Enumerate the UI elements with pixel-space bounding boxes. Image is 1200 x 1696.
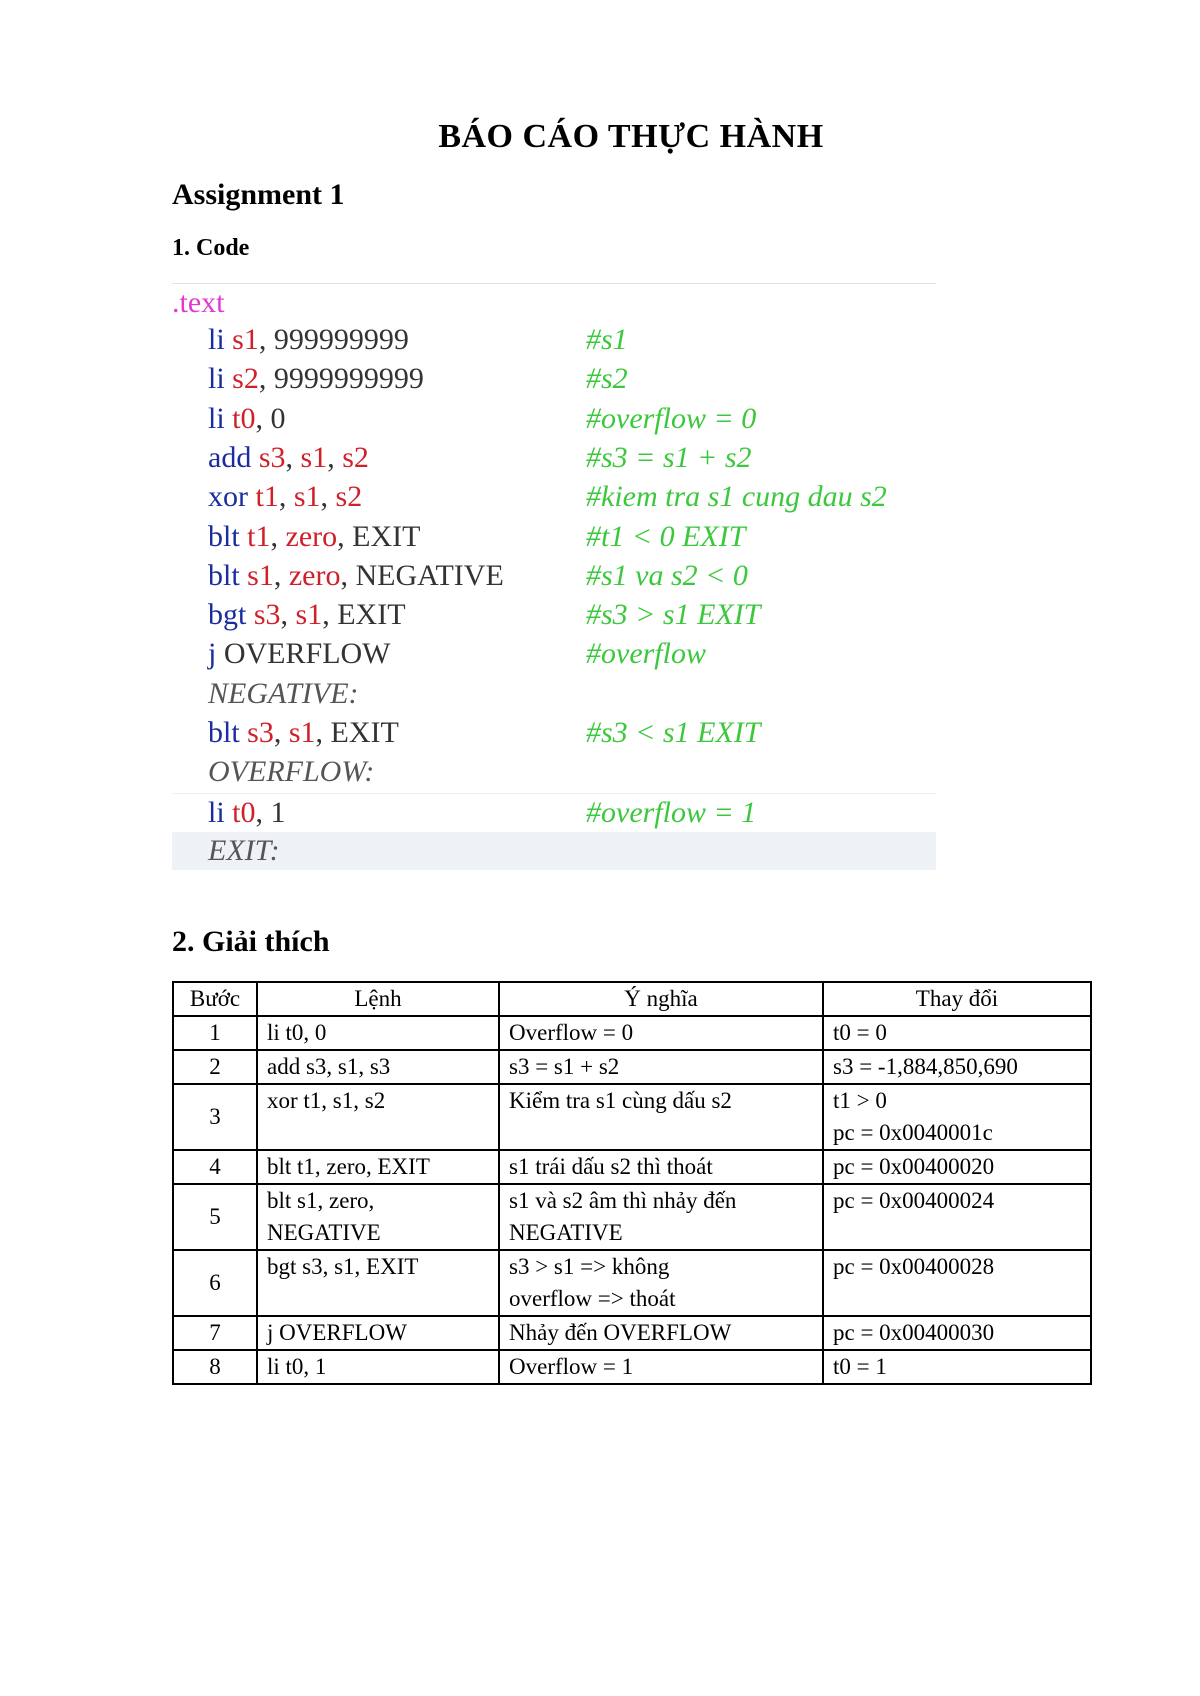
- meaning-cell: [499, 1184, 823, 1250]
- change-cell: [823, 1084, 1091, 1150]
- command-cell-line: li t0, 1: [267, 1354, 327, 1379]
- code-token: [251, 441, 259, 474]
- code-instruction: [208, 635, 391, 673]
- step-cell: 6: [173, 1250, 257, 1316]
- code-token: ,: [327, 440, 343, 474]
- code-token: [246, 598, 254, 631]
- command-cell-line: xor t1, s1, s2: [267, 1088, 386, 1113]
- code-token: li: [208, 362, 225, 396]
- code-token: ,: [270, 519, 286, 553]
- command-cell: [257, 1184, 499, 1250]
- code-comment: #overflow = 0: [586, 401, 757, 435]
- step-cell: 4: [173, 1150, 257, 1184]
- table-row: [173, 1084, 1091, 1150]
- meaning-cell-line: s3 > s1 => không: [509, 1254, 670, 1279]
- change-cell-line: pc = 0x00400024: [833, 1188, 995, 1213]
- code-token: EXIT: [352, 519, 421, 553]
- code-token: ,: [320, 480, 336, 514]
- code-token: s1: [300, 440, 328, 474]
- meaning-cell-line: Overflow = 1: [509, 1354, 634, 1379]
- code-token: ,: [273, 716, 289, 749]
- code-token: j: [208, 637, 217, 671]
- change-cell-line: pc = 0x00400020: [833, 1154, 995, 1179]
- code-line: [172, 439, 936, 477]
- code-token: , 0: [255, 401, 286, 435]
- code-token: , 9999999999: [258, 362, 424, 396]
- code-token: ,: [315, 716, 331, 749]
- code-token: li: [208, 795, 225, 829]
- table-row: [173, 1250, 1091, 1316]
- code-instruction: [208, 794, 286, 832]
- meaning-cell-line: s1 và s2 âm thì nhảy đến: [509, 1188, 737, 1213]
- code-token: s3: [253, 598, 281, 632]
- table-row: [173, 1150, 1091, 1184]
- code-token: li: [208, 323, 225, 356]
- meaning-cell-line: overflow => thoát: [509, 1286, 676, 1311]
- code-token: add: [208, 440, 252, 474]
- code-instruction: [208, 400, 286, 438]
- code-line: [172, 518, 936, 556]
- code-instruction: [208, 518, 420, 556]
- header-command: Lệnh: [257, 982, 499, 1016]
- command-cell-line: bgt s3, s1, EXIT: [267, 1254, 419, 1279]
- code-line: [172, 635, 936, 673]
- assignment-heading: Assignment 1: [172, 178, 345, 211]
- command-cell: [257, 1050, 499, 1084]
- meaning-cell: [499, 1084, 823, 1150]
- code-instruction: [208, 675, 359, 713]
- code-token: , 1: [255, 795, 286, 829]
- code-token: t1: [247, 519, 271, 553]
- code-token: ,: [285, 440, 301, 474]
- code-line: [172, 400, 936, 438]
- meaning-cell: [499, 1050, 823, 1084]
- code-token: , 999999999: [258, 323, 409, 356]
- code-comment: #overflow: [586, 637, 706, 671]
- code-instruction: [208, 714, 399, 752]
- code-token: xor: [208, 480, 248, 514]
- code-token: t0: [232, 795, 256, 829]
- code-token: OVERFLOW: [223, 637, 391, 671]
- explanation-section-heading: 2. Giải thích: [172, 925, 330, 958]
- meaning-cell: [499, 1350, 823, 1384]
- code-line: [172, 832, 936, 870]
- code-token: s2: [335, 480, 363, 514]
- header-meaning: Ý nghĩa: [499, 982, 823, 1016]
- change-cell-line: s3 = -1,884,850,690: [833, 1054, 1018, 1079]
- code-instruction: [208, 596, 406, 634]
- header-change: Thay đổi: [823, 982, 1091, 1016]
- command-cell-line: blt s1, zero,: [267, 1188, 375, 1213]
- change-cell: [823, 1050, 1091, 1084]
- code-token: blt: [208, 558, 240, 592]
- code-token: OVERFLOW:: [208, 755, 375, 789]
- table-body: [173, 1016, 1091, 1384]
- code-instruction: [208, 478, 362, 516]
- change-cell: [823, 1016, 1091, 1050]
- code-token: [248, 480, 256, 513]
- code-comment: #s2: [586, 362, 628, 396]
- code-token: EXIT: [330, 716, 399, 749]
- code-comment: #s1 va s2 < 0: [586, 558, 748, 592]
- code-directive-line: [172, 284, 936, 322]
- change-cell-line: t1 > 0: [833, 1088, 887, 1113]
- page-title: BÁO CÁO THỰC HÀNH: [438, 118, 824, 155]
- change-cell-line: pc = 0x0040001c: [833, 1120, 993, 1145]
- step-cell: 7: [173, 1316, 257, 1350]
- table-row: [173, 1350, 1091, 1384]
- code-instruction: [208, 439, 369, 477]
- step-cell: 5: [173, 1184, 257, 1250]
- command-cell: [257, 1084, 499, 1150]
- code-instruction: [208, 557, 504, 595]
- change-cell: [823, 1150, 1091, 1184]
- code-token: NEGATIVE: [355, 558, 504, 592]
- change-cell-line: t0 = 1: [833, 1354, 887, 1379]
- code-line: [172, 321, 936, 359]
- code-token: ,: [280, 598, 296, 632]
- step-cell: 8: [173, 1350, 257, 1384]
- meaning-cell: [499, 1316, 823, 1350]
- code-comment: #t1 < 0 EXIT: [586, 519, 746, 553]
- code-instruction: [208, 832, 280, 870]
- code-token: [216, 637, 224, 670]
- code-instruction: [208, 753, 374, 791]
- code-line: [172, 714, 936, 752]
- code-token: s2: [232, 362, 259, 396]
- step-cell: 2: [173, 1050, 257, 1084]
- code-comment: #s3 < s1 EXIT: [586, 716, 761, 749]
- code-instruction: [208, 360, 424, 398]
- code-instruction: [208, 321, 409, 359]
- command-cell-line: NEGATIVE: [267, 1220, 381, 1245]
- change-cell-line: pc = 0x00400028: [833, 1254, 995, 1279]
- change-cell: [823, 1316, 1091, 1350]
- meaning-cell: [499, 1250, 823, 1316]
- command-cell: [257, 1016, 499, 1050]
- code-token: s1: [247, 558, 274, 592]
- meaning-cell-line: NEGATIVE: [509, 1220, 623, 1245]
- code-line: [172, 596, 936, 634]
- command-cell: [257, 1250, 499, 1316]
- code-token: li: [208, 401, 225, 435]
- command-cell-line: add s3, s1, s3: [267, 1054, 391, 1079]
- code-token: s1: [232, 323, 259, 356]
- code-comment: #s3 = s1 + s2: [586, 440, 752, 474]
- change-cell: [823, 1250, 1091, 1316]
- command-cell: [257, 1350, 499, 1384]
- code-line: [172, 557, 936, 595]
- code-line: [172, 478, 936, 516]
- code-token: s1: [293, 480, 321, 514]
- step-cell: 1: [173, 1016, 257, 1050]
- code-comment: #s1: [586, 323, 628, 356]
- meaning-cell: [499, 1150, 823, 1184]
- table-header-row: [173, 982, 1091, 1016]
- code-token: EXIT:: [208, 833, 280, 867]
- code-token: bgt: [208, 598, 247, 632]
- code-line: [172, 360, 936, 398]
- code-token: EXIT: [337, 598, 406, 632]
- meaning-cell-line: s3 = s1 + s2: [509, 1054, 620, 1079]
- header-step: Bước: [173, 982, 257, 1016]
- change-cell-line: pc = 0x00400030: [833, 1320, 995, 1345]
- code-token: ,: [322, 598, 338, 632]
- table-row: [173, 1184, 1091, 1250]
- meaning-cell-line: s1 trái dấu s2 thì thoát: [509, 1154, 713, 1179]
- command-cell-line: blt t1, zero, EXIT: [267, 1154, 430, 1179]
- explanation-table: [172, 981, 1092, 1385]
- meaning-cell-line: Kiểm tra s1 cùng dấu s2: [509, 1088, 732, 1113]
- table-row: [173, 1316, 1091, 1350]
- code-token: ,: [273, 558, 289, 592]
- code-directive: .text: [172, 286, 225, 319]
- code-comment: #s3 > s1 EXIT: [586, 598, 761, 632]
- code-token: s1: [295, 598, 323, 632]
- code-token: NEGATIVE:: [208, 676, 359, 710]
- meaning-cell-line: Overflow = 0: [509, 1020, 634, 1045]
- step-cell: 3: [173, 1084, 257, 1150]
- code-token: t0: [232, 401, 256, 435]
- code-token: s3: [258, 440, 286, 474]
- table-row: [173, 1016, 1091, 1050]
- change-cell: [823, 1350, 1091, 1384]
- code-token: ,: [337, 519, 353, 553]
- code-comment: #overflow = 1: [586, 795, 757, 829]
- code-line: [172, 675, 936, 713]
- code-line: [172, 753, 936, 791]
- command-cell-line: j OVERFLOW: [267, 1320, 407, 1345]
- table-row: [173, 1050, 1091, 1084]
- meaning-cell-line: Nhảy đến OVERFLOW: [509, 1320, 732, 1345]
- code-token: s1: [288, 716, 316, 749]
- code-comment: #kiem tra s1 cung dau s2: [586, 480, 887, 514]
- meaning-cell: [499, 1016, 823, 1050]
- code-token: blt: [208, 716, 240, 749]
- code-token: ,: [278, 480, 294, 514]
- code-block: [172, 283, 936, 879]
- command-cell: [257, 1316, 499, 1350]
- code-token: ,: [340, 558, 356, 592]
- code-token: blt: [208, 519, 240, 553]
- change-cell: [823, 1184, 1091, 1250]
- code-token: zero: [288, 558, 341, 592]
- code-line: [172, 793, 936, 832]
- command-cell: [257, 1150, 499, 1184]
- code-section-heading: 1. Code: [172, 235, 250, 261]
- command-cell-line: li t0, 0: [267, 1020, 327, 1045]
- change-cell-line: t0 = 0: [833, 1020, 887, 1045]
- code-token: s2: [342, 440, 369, 474]
- code-token: zero: [285, 519, 338, 553]
- code-token: s3: [247, 716, 274, 749]
- code-token: t1: [255, 480, 279, 514]
